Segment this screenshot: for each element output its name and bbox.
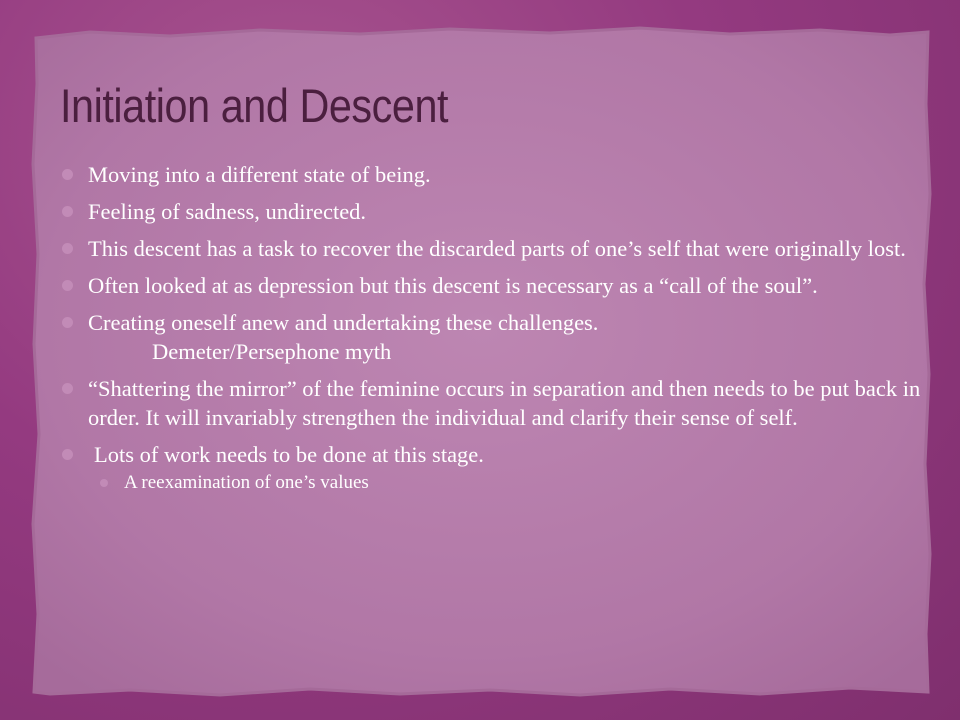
bullet-text: This descent has a task to recover the discarded parts of one’s self that were originally lost. [88,236,906,261]
bullet-continuation-text: Demeter/Persephone myth [152,339,392,364]
bullet-text: Creating oneself anew and undertaking these challenges. [88,310,599,335]
bullet-text: Lots of work needs to be done at this stage. [94,442,484,467]
bullet-item [62,308,922,366]
bullet-dot-icon [62,280,73,291]
sub-bullet-dot-icon [100,479,108,487]
bullet-dot-icon [62,317,73,328]
bullet-list [62,160,922,503]
bullet-dot-icon [62,449,73,460]
bullet-dot-icon [62,169,73,180]
bullet-text: Feeling of sadness, undirected. [88,199,367,224]
bullet-text: “Shattering the mirror” of the feminine occurs in separation and then needs to be put back in order. It will invariably strengthen the individual and clarify their sense of self. [88,376,921,430]
bullet-item [62,197,922,226]
bullet-item [62,440,922,469]
slide-title: Initiation and Descent [60,79,449,132]
bullet-dot-icon [62,383,73,394]
bullet-text: Often looked at as depression but this descent is necessary as a “call of the soul”. [88,273,818,298]
sub-bullet-item [62,471,922,495]
bullet-item [62,374,922,432]
bullet-dot-icon [62,243,73,254]
bullet-item [62,271,922,300]
bullet-item [62,160,922,189]
bullet-text: Moving into a different state of being. [88,162,431,187]
bullet-item [62,234,922,263]
sub-bullet-text: A reexamination of one’s values [124,472,369,493]
bullet-dot-icon [62,206,73,217]
